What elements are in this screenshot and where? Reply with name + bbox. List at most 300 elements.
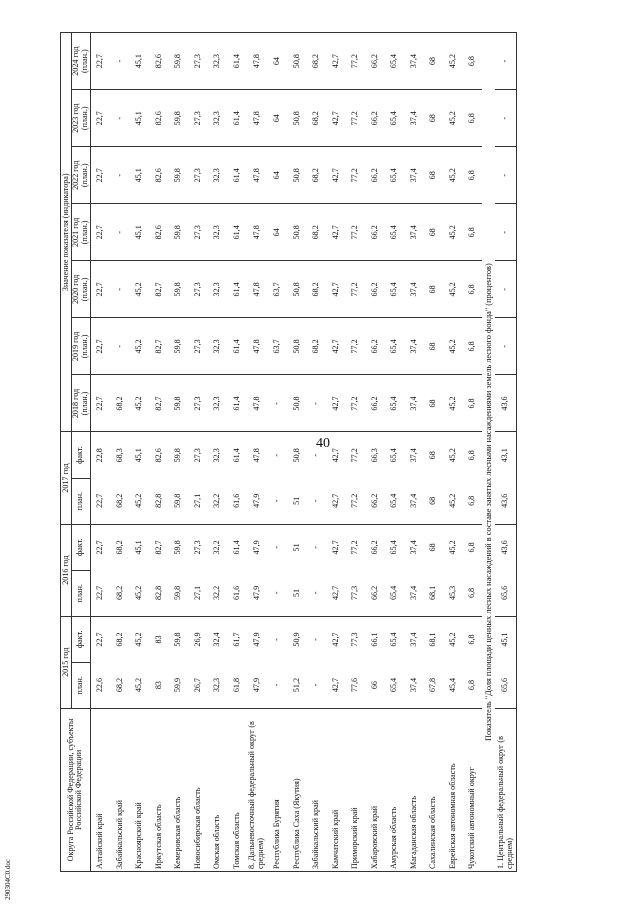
value-cell: 59,8 [169, 33, 189, 90]
value-cell: - [311, 638, 321, 641]
value-cell: 82,6 [149, 33, 169, 90]
value-cell: 66 [365, 662, 385, 708]
value-cell: - [110, 147, 130, 204]
value-cell: 68,2 [110, 662, 130, 708]
value-cell: 64 [268, 90, 288, 147]
region-name: Новосибирская область [188, 708, 208, 871]
region-name: Камчатский край [326, 708, 346, 871]
table-body [90, 33, 517, 872]
value-cell: 27,3 [188, 261, 208, 318]
region-name: Иркутская область [149, 708, 169, 871]
plan-year-header: 2023 год (план.) [72, 90, 91, 147]
value-cell: 82,6 [149, 90, 169, 147]
value-cell: 50,8 [287, 33, 307, 90]
value-cell: 65,4 [385, 90, 405, 147]
region-name: Омская область [208, 708, 228, 871]
value-cell: 66,2 [365, 147, 385, 204]
value-cell: - [495, 90, 517, 147]
value-cell: 45,3 [443, 570, 463, 616]
value-cell: 37,4 [408, 448, 418, 463]
region-name: Томская область [227, 708, 247, 871]
value-cell: 45,2 [443, 147, 463, 204]
sub-header-plan: план. [72, 662, 91, 708]
value-cell: 63,7 [268, 261, 288, 318]
value-cell: - [495, 204, 517, 261]
value-cell: 68,2 [307, 33, 327, 90]
value-cell: 6,8 [463, 478, 483, 524]
table-row [287, 33, 307, 872]
value-cell: 42,7 [326, 147, 346, 204]
value-cell: 45,2 [443, 90, 463, 147]
value-cell: 22,7 [90, 478, 110, 524]
value-cell: 47,8 [247, 375, 268, 432]
value-cell: 22,7 [90, 33, 110, 90]
value-cell: 27,3 [192, 448, 202, 463]
value-cell: 22,7 [90, 90, 110, 147]
value-cell: 45,2 [443, 204, 463, 261]
region-name: Забайкальский край [110, 708, 130, 871]
value-cell: 65,4 [389, 540, 399, 555]
value-cell: 68,3 [114, 448, 124, 463]
value-cell: 32,3 [208, 204, 228, 261]
indicator-group-header: Значение показателя (индикатора) [61, 33, 72, 433]
table-row [307, 33, 327, 872]
region-name: Амурская область [385, 708, 405, 871]
value-cell: 37,4 [404, 662, 424, 708]
value-cell: 43,6 [495, 375, 517, 432]
value-cell: 51 [291, 543, 301, 552]
sub-header-fact: факт. [72, 616, 91, 662]
region-name: 1. Центральный федеральный округ (в среднем) [495, 708, 517, 871]
table-row [443, 33, 463, 872]
value-cell: 59,8 [173, 632, 183, 647]
region-name: Республика Саха (Якутия) [287, 708, 307, 871]
table-row [188, 33, 208, 872]
value-cell: 59,9 [169, 662, 189, 708]
value-cell: 68,2 [307, 204, 327, 261]
value-cell: - [495, 261, 517, 318]
value-cell: 6,8 [463, 662, 483, 708]
value-cell: 42,7 [326, 33, 346, 90]
region-name: Алтайский край [90, 708, 110, 871]
value-cell: 64 [268, 147, 288, 204]
value-cell: 22,8 [95, 448, 105, 463]
value-cell: 82,8 [149, 478, 169, 524]
value-cell: 82,6 [149, 147, 169, 204]
plan-year-header: 2022 год (план.) [72, 147, 91, 204]
value-cell: 59,8 [169, 261, 189, 318]
value-cell: 68 [424, 375, 444, 432]
value-cell: 45,2 [130, 318, 150, 375]
value-cell: 27,3 [188, 147, 208, 204]
value-cell: 68 [424, 478, 444, 524]
value-cell: 45,1 [130, 33, 150, 90]
value-cell: 59,8 [169, 375, 189, 432]
table-row [326, 33, 346, 872]
value-cell: 42,7 [326, 570, 346, 616]
value-cell: 77,3 [346, 570, 366, 616]
value-cell: 22,7 [95, 540, 105, 555]
value-cell: 64 [268, 204, 288, 261]
value-cell: 6,8 [467, 450, 477, 461]
value-cell: 51 [287, 570, 307, 616]
value-cell: 45,1 [130, 90, 150, 147]
value-cell: 32,3 [208, 90, 228, 147]
value-cell: 68 [424, 90, 444, 147]
value-cell: 77,6 [346, 662, 366, 708]
value-cell: 68,2 [307, 147, 327, 204]
region-name: Приморский край [346, 708, 366, 871]
value-cell: 66,1 [369, 632, 379, 647]
value-cell: 61,4 [227, 204, 247, 261]
value-cell: 82,8 [149, 570, 169, 616]
table-row [268, 33, 288, 872]
value-cell: 22,7 [90, 375, 110, 432]
value-cell: 42,7 [326, 662, 346, 708]
value-cell: 66,2 [365, 318, 385, 375]
value-cell: 47,9 [247, 570, 268, 616]
value-cell: - [110, 261, 130, 318]
value-cell: 45,1 [134, 540, 144, 555]
value-cell: 45,2 [443, 261, 463, 318]
value-cell: 6,8 [463, 261, 483, 318]
value-cell: 42,7 [326, 318, 346, 375]
value-cell: 6,8 [463, 375, 483, 432]
value-cell: 65,6 [495, 662, 517, 708]
value-cell: - [307, 662, 327, 708]
value-cell: 77,2 [350, 448, 360, 463]
value-cell: 47,9 [247, 662, 268, 708]
value-cell: - [110, 204, 130, 261]
value-cell: 67,8 [424, 662, 444, 708]
value-cell: 45,2 [130, 375, 150, 432]
value-cell: 68,1 [428, 632, 438, 647]
table-row [385, 33, 405, 872]
value-cell: 45,2 [443, 375, 463, 432]
value-cell: 65,4 [389, 448, 399, 463]
value-cell: 45,1 [130, 204, 150, 261]
value-cell: 68,2 [110, 570, 130, 616]
value-cell: 26,7 [188, 662, 208, 708]
table-row [169, 33, 189, 872]
value-cell: 66,2 [365, 261, 385, 318]
year-header-2017: 2017 год [61, 432, 72, 524]
value-cell: 82,7 [149, 261, 169, 318]
value-cell: 83 [149, 662, 169, 708]
value-cell: 82,7 [149, 318, 169, 375]
value-cell: 32,3 [208, 318, 228, 375]
region-name: 8. Дальневосточный федеральный округ (в среднем) [247, 708, 268, 871]
table-row [365, 33, 385, 872]
value-cell: 77,2 [346, 375, 366, 432]
value-cell: 47,8 [247, 318, 268, 375]
value-cell: 22,7 [90, 318, 110, 375]
value-cell: - [307, 478, 327, 524]
plan-year-header: 2020 год (план.) [72, 261, 91, 318]
value-cell: 82,7 [153, 540, 163, 555]
value-cell: 68 [424, 33, 444, 90]
value-cell: 77,2 [346, 478, 366, 524]
region-name: Хабаровский край [365, 708, 385, 871]
value-cell: 42,7 [330, 448, 340, 463]
value-cell: 68,2 [110, 478, 130, 524]
value-cell: 65,4 [385, 570, 405, 616]
value-cell: 68,2 [110, 375, 130, 432]
value-cell: - [311, 546, 321, 549]
value-cell: 65,4 [385, 261, 405, 318]
value-cell: 66,2 [369, 540, 379, 555]
value-cell: 47,8 [247, 261, 268, 318]
value-cell: 50,8 [287, 147, 307, 204]
value-cell: 61,4 [227, 90, 247, 147]
table-row [90, 33, 110, 872]
value-cell: 65,4 [385, 662, 405, 708]
sub-header-plan: план. [72, 478, 91, 524]
value-cell: 45,2 [130, 570, 150, 616]
value-cell: 22,7 [90, 261, 110, 318]
value-cell: 77,2 [346, 261, 366, 318]
document-code: 290304C0.doc [4, 858, 12, 900]
value-cell: 66,2 [365, 33, 385, 90]
value-cell: 64 [268, 33, 288, 90]
value-cell: 59,8 [169, 570, 189, 616]
region-name: Забайкальский край [307, 708, 327, 871]
value-cell: 42,7 [326, 478, 346, 524]
value-cell: 27,3 [188, 33, 208, 90]
value-cell: 59,8 [169, 90, 189, 147]
value-cell: 37,4 [404, 33, 424, 90]
value-cell: 61,6 [227, 478, 247, 524]
value-cell: 47,8 [247, 147, 268, 204]
value-cell: - [110, 90, 130, 147]
value-cell: 68 [424, 318, 444, 375]
value-cell: 61,4 [227, 318, 247, 375]
value-cell: 42,7 [330, 540, 340, 555]
value-cell: 66,2 [365, 204, 385, 261]
value-cell: 27,3 [188, 204, 208, 261]
value-cell: 45,2 [130, 261, 150, 318]
value-cell: 43,6 [495, 524, 517, 570]
value-cell: 65,4 [389, 632, 399, 647]
value-cell: 82,7 [149, 375, 169, 432]
value-cell: 42,7 [330, 632, 340, 647]
value-cell: 61,4 [231, 448, 241, 463]
value-cell: - [307, 375, 327, 432]
value-cell: 32,3 [212, 448, 222, 463]
value-cell: 66,2 [365, 478, 385, 524]
value-cell: 37,4 [404, 570, 424, 616]
value-cell: 47,9 [251, 540, 261, 555]
value-cell: 6,8 [463, 90, 483, 147]
value-cell: 50,8 [287, 318, 307, 375]
value-cell: 61,4 [227, 261, 247, 318]
rotated-table-container [60, 32, 620, 872]
plan-year-header: 2021 год (план.) [72, 204, 91, 261]
region-name: Кемеровская область [169, 708, 189, 871]
value-cell: - [110, 318, 130, 375]
value-cell: 59,8 [169, 147, 189, 204]
value-cell: 59,8 [173, 448, 183, 463]
region-column-header: Округа Российской Федерации, субъекты Российской Федерации [61, 708, 91, 871]
value-cell: 68 [424, 261, 444, 318]
value-cell: 68 [428, 543, 438, 552]
value-cell: 61,4 [227, 33, 247, 90]
value-cell: 45,2 [443, 33, 463, 90]
value-cell: 77,2 [346, 147, 366, 204]
value-cell: - [311, 453, 321, 457]
value-cell: 32,3 [208, 375, 228, 432]
value-cell: 50,8 [287, 204, 307, 261]
value-cell: 6,8 [467, 542, 477, 553]
value-cell: 66,2 [365, 375, 385, 432]
value-cell: 51,2 [287, 662, 307, 708]
value-cell: - [268, 662, 288, 708]
value-cell: 83 [153, 635, 163, 644]
table-row [130, 33, 150, 872]
value-cell: 59,8 [173, 540, 183, 555]
value-cell: 68,2 [307, 318, 327, 375]
value-cell: - [268, 570, 288, 616]
value-cell: 47,8 [247, 204, 268, 261]
value-cell: 66,3 [369, 448, 379, 463]
value-cell: 32,3 [208, 662, 228, 708]
value-cell: 32,2 [208, 478, 228, 524]
value-cell: 68,2 [114, 540, 124, 555]
value-cell: 27,1 [188, 478, 208, 524]
value-cell: - [272, 546, 282, 549]
plan-year-header: 2019 год (план.) [72, 318, 91, 375]
value-cell: 65,4 [385, 478, 405, 524]
region-name: Республика Бурятия [268, 708, 288, 871]
value-cell: - [268, 478, 288, 524]
value-cell: 47,8 [247, 33, 268, 90]
sub-header-fact: факт. [72, 524, 91, 570]
table-row [404, 33, 424, 872]
value-cell: 6,8 [463, 318, 483, 375]
value-cell: 45,2 [134, 632, 144, 647]
value-cell: 27,3 [188, 318, 208, 375]
value-cell: 65,4 [385, 147, 405, 204]
value-cell: 32,2 [212, 540, 222, 555]
value-cell: 27,3 [188, 90, 208, 147]
value-cell: 45,2 [447, 448, 457, 463]
value-cell: 27,3 [188, 375, 208, 432]
region-name: Еврейская автономная область [443, 708, 463, 871]
value-cell: 59,8 [169, 204, 189, 261]
value-cell: 42,7 [326, 261, 346, 318]
table-row [110, 33, 130, 872]
value-cell: 32,4 [212, 632, 222, 647]
value-cell: 45,2 [443, 318, 463, 375]
value-cell: - [110, 33, 130, 90]
table-row [346, 33, 366, 872]
value-cell: 42,7 [326, 375, 346, 432]
value-cell: 65,6 [495, 570, 517, 616]
year-header-2016: 2016 год [61, 524, 72, 616]
value-cell: 45,1 [495, 616, 517, 662]
value-cell: 45,1 [130, 147, 150, 204]
value-cell: - [495, 318, 517, 375]
value-cell: 66,2 [365, 90, 385, 147]
value-cell: 32,3 [208, 261, 228, 318]
year-header-2015: 2015 год [61, 616, 72, 708]
value-cell: 59,8 [169, 318, 189, 375]
region-name: Чукотский автономный округ [463, 708, 483, 871]
value-cell: 68,2 [114, 632, 124, 647]
value-cell: 22,7 [90, 204, 110, 261]
value-cell: 42,7 [326, 90, 346, 147]
value-cell: - [272, 638, 282, 641]
value-cell: 22,6 [90, 662, 110, 708]
value-cell: 47,9 [247, 478, 268, 524]
value-cell: 61,4 [227, 147, 247, 204]
value-cell: 37,4 [404, 375, 424, 432]
value-cell: 42,7 [326, 204, 346, 261]
value-cell: 61,4 [231, 540, 241, 555]
value-cell: 43,1 [495, 432, 517, 478]
value-cell: 77,3 [350, 632, 360, 647]
value-cell: 22,7 [90, 147, 110, 204]
indicator-caption: Показатель "Доля площади ценных лесных насаждений в составе занятых лесными насаждениями земель лесного фонда" (процентов) [482, 33, 495, 872]
value-cell: 61,7 [231, 632, 241, 647]
indicator-table [60, 32, 517, 872]
value-cell: 77,2 [346, 33, 366, 90]
value-cell: 63,7 [268, 318, 288, 375]
value-cell: 77,2 [346, 204, 366, 261]
sub-header-fact: факт. [72, 432, 91, 478]
plan-year-header: 2018 год (план.) [72, 375, 91, 432]
value-cell: 45,4 [443, 662, 463, 708]
value-cell: 65,4 [385, 33, 405, 90]
value-cell: 6,8 [463, 204, 483, 261]
value-cell: 61,4 [227, 375, 247, 432]
value-cell: 51 [287, 478, 307, 524]
value-cell: 77,2 [346, 318, 366, 375]
value-cell: 47,8 [251, 448, 261, 463]
value-cell: 68,2 [307, 90, 327, 147]
value-cell: - [268, 375, 288, 432]
value-cell: 6,8 [463, 570, 483, 616]
value-cell: 50,8 [287, 90, 307, 147]
value-cell: - [495, 33, 517, 90]
value-cell: 26,9 [192, 632, 202, 647]
table-row [247, 33, 268, 872]
value-cell: 68,1 [424, 570, 444, 616]
value-cell: 77,2 [350, 540, 360, 555]
value-cell: 65,4 [385, 204, 405, 261]
value-cell: 27,1 [188, 570, 208, 616]
value-cell: 43,6 [495, 478, 517, 524]
value-cell: 61,8 [227, 662, 247, 708]
region-name: Красноярский край [130, 708, 150, 871]
value-cell: 32,3 [208, 147, 228, 204]
value-cell: 37,4 [408, 540, 418, 555]
sub-header-plan: план. [72, 570, 91, 616]
value-cell: 45,2 [130, 662, 150, 708]
value-cell: 45,2 [130, 478, 150, 524]
region-name: Сахалинская область [424, 708, 444, 871]
value-cell: 22,7 [90, 570, 110, 616]
value-cell: 37,4 [404, 204, 424, 261]
value-cell: 47,9 [251, 632, 261, 647]
value-cell: 37,4 [404, 478, 424, 524]
value-cell: 45,2 [447, 540, 457, 555]
value-cell: 37,4 [408, 632, 418, 647]
table-row [208, 33, 228, 872]
value-cell: 82,6 [149, 204, 169, 261]
value-cell: 66,2 [365, 570, 385, 616]
indicator-caption-row [482, 33, 495, 872]
